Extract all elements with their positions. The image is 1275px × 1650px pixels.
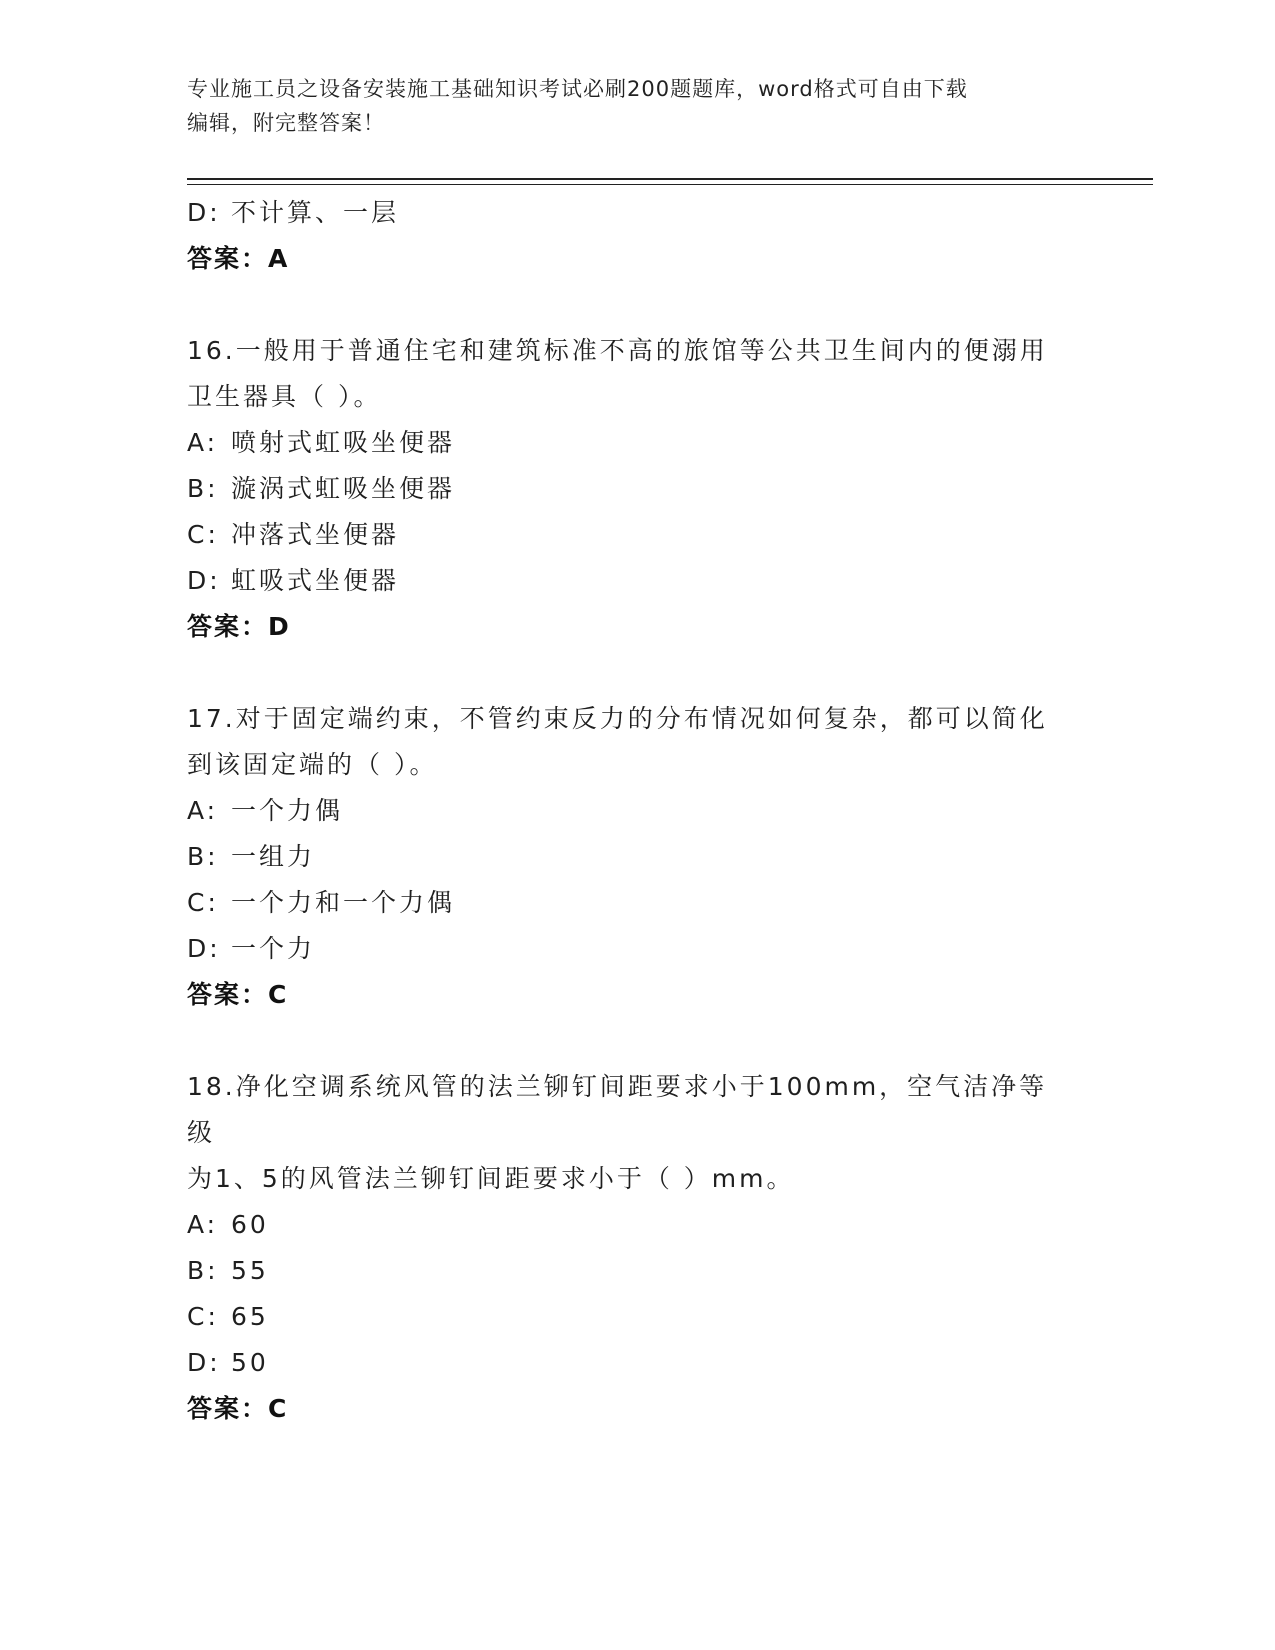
previous-question-tail xyxy=(187,190,1087,282)
option-c xyxy=(187,512,1087,558)
question-stem-line-1: 18.净化空调系统风管的法兰铆钉间距要求小于100mm，空气洁净等级 xyxy=(187,1072,1048,1147)
question-18 xyxy=(187,1064,1087,1432)
question-17 xyxy=(187,696,1087,1018)
option-label: B: xyxy=(187,1256,219,1285)
option-text: 60 xyxy=(231,1210,269,1239)
option-text: 50 xyxy=(231,1348,269,1377)
option-d xyxy=(187,190,1087,236)
header-line-1: 专业施工员之设备安装施工基础知识考试必刷200题题库，word格式可自由下载 xyxy=(187,77,968,101)
option-label: D: xyxy=(187,934,221,963)
option-label: B: xyxy=(187,842,219,871)
option-a xyxy=(187,420,1087,466)
option-text: 55 xyxy=(231,1256,269,1285)
header-divider-thin xyxy=(187,184,1153,185)
option-label: C: xyxy=(187,520,219,549)
option-text: 不计算、一层 xyxy=(231,198,400,227)
question-stem-line-1: 16.一般用于普通住宅和建筑标准不高的旅馆等公共卫生间内的便溺用 xyxy=(187,336,1048,365)
option-text: 漩涡式虹吸坐便器 xyxy=(231,474,456,503)
option-text: 一组力 xyxy=(231,842,316,871)
option-a xyxy=(187,1202,1087,1248)
question-stem-line-2: 到该固定端的（ ）。 xyxy=(187,750,438,779)
question-stem-line-2: 卫生器具（ ）。 xyxy=(187,382,382,411)
option-label: D: xyxy=(187,1348,221,1377)
option-c xyxy=(187,880,1087,926)
option-label: B: xyxy=(187,474,219,503)
option-d xyxy=(187,1340,1087,1386)
header-line-2: 编辑，附完整答案！ xyxy=(187,111,385,135)
option-text: 一个力和一个力偶 xyxy=(231,888,456,917)
answer-line: 答案：C xyxy=(187,980,289,1009)
option-label: C: xyxy=(187,1302,219,1331)
option-label: D: xyxy=(187,198,221,227)
option-label: A: xyxy=(187,1210,219,1239)
answer-line: 答案：C xyxy=(187,1394,289,1423)
question-list xyxy=(187,190,1087,1432)
option-text: 一个力 xyxy=(231,934,316,963)
option-label: C: xyxy=(187,888,219,917)
option-c xyxy=(187,1294,1087,1340)
option-b xyxy=(187,466,1087,512)
question-stem-line-1: 17.对于固定端约束，不管约束反力的分布情况如何复杂，都可以简化 xyxy=(187,704,1048,733)
answer-line: 答案：D xyxy=(187,612,291,641)
option-text: 冲落式坐便器 xyxy=(231,520,400,549)
question-stem xyxy=(187,696,1067,788)
question-stem xyxy=(187,328,1067,420)
option-label: A: xyxy=(187,428,219,457)
option-d xyxy=(187,558,1087,604)
option-text: 虹吸式坐便器 xyxy=(231,566,400,595)
answer-line: 答案：A xyxy=(187,244,290,273)
option-d xyxy=(187,926,1087,972)
option-b xyxy=(187,834,1087,880)
header-divider-thick xyxy=(187,178,1153,180)
option-label: A: xyxy=(187,796,219,825)
option-text: 65 xyxy=(231,1302,269,1331)
option-text: 喷射式虹吸坐便器 xyxy=(231,428,456,457)
option-b xyxy=(187,1248,1087,1294)
document-header xyxy=(187,72,1067,140)
option-text: 一个力偶 xyxy=(231,796,344,825)
question-stem xyxy=(187,1064,1067,1202)
option-label: D: xyxy=(187,566,221,595)
question-stem-line-2: 为1、5的风管法兰铆钉间距要求小于（ ）mm。 xyxy=(187,1164,795,1193)
option-a xyxy=(187,788,1087,834)
question-16 xyxy=(187,328,1087,650)
